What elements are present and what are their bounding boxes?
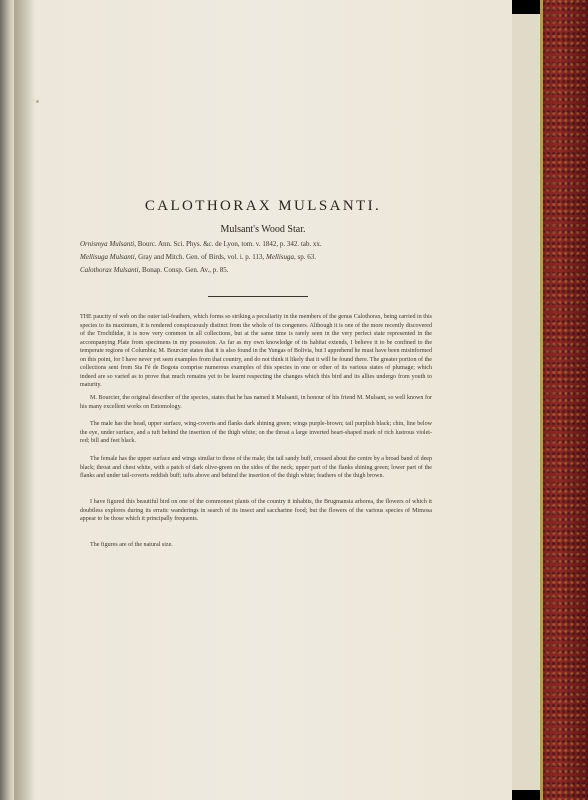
synonym-name: Calothorax Mulsanti, <box>80 266 141 274</box>
body-paragraph: The figures are of the natural size. <box>90 542 173 548</box>
synonym-line <box>80 253 480 261</box>
cover-gilt-edge <box>540 0 543 800</box>
book-cover <box>540 0 588 800</box>
synonym-reference-genus: Mellisuga, <box>266 253 296 261</box>
synonym-reference: Bourc. Ann. Sci. Phys. &c. de Lyon, tom. v. 1842, p. 342. tab. xx. <box>137 240 322 248</box>
body-paragraph: The male has the head, upper surface, wing-coverts and flanks dark shining green; wings purple-brown; tail purplish black; chin, line below the eye, under surface, and a tuft behind the insertion of the thigh white; on the throat a large inverted heart-shaped mark of rich lustrous violet-red; bill and feet black. <box>80 421 432 444</box>
book-left-edge <box>0 0 14 800</box>
synonym-reference-tail: sp. 63. <box>297 253 316 261</box>
body-paragraph: M. Bourcier, the original describer of the species, states that he has named it Mulsanti, in honour of his friend M. Mulsant, so well known for his many excellent works on Entomology. <box>80 395 432 410</box>
page-mark <box>36 100 39 103</box>
synonym-reference: Bonap. Consp. Gen. Av., p. 85. <box>142 266 229 274</box>
synonym-name: Mellisuga Mulsanti, <box>80 253 137 261</box>
page-subtitle: Mulsant's Wood Star. <box>220 224 306 235</box>
synonym-name: Ornismya Mulsanti, <box>80 240 136 248</box>
page-stack-edge <box>512 14 540 790</box>
synonym-reference: Gray and Mitch. Gen. of Birds, vol. i. p. 113, <box>138 253 265 261</box>
page-title: CALOTHORAX MULSANTI. <box>144 198 382 214</box>
body-paragraph: I have figured this beautiful bird on one of the commonest plants of the country it inhabits, the Brugmansia arborea, the flowers of which it doubtless explores during its erratic wanderings in search of its insect and saccharine food; but the flowers of the various species of Mimosa appear to be those which it principally frequents. <box>80 499 432 522</box>
synonym-line <box>80 240 480 248</box>
body-paragraph: THE paucity of web on the outer tail-feathers, which forms so striking a peculiarity in the members of the genus Calothorax, being carried in this species to its maximum, it is rendered conspicuously distinct from the whole of its congeners. Although it is one of the more recently discovered of the Trochilidæ, it is now very common in all collections, but at the same time is rarely seen in the very perfect state represented in the accompanying Plate from specimens in my possession. As far as my own knowledge of its habitat extends, I believe it to be confined to the temperate regions of Columbia; M. Bourcier states that it is also found in the Yungas of Bolivia, but I apprehend he must have been misinformed on this point, for I have never yet seen examples from that country, and do not think it likely that it will be found there. The greater portion of the collections sent from Sta Fé de Bogota comprise numerous examples of this species in one or other of its various states of plumage; which indeed are so varied as to prove that much remains yet to be learnt respecting the changes which this bird and its allies undergo from youth to maturity. <box>80 314 432 388</box>
body-paragraph: The female has the upper surface and wings similar to those of the male; the tail sandy buff, crossed about the centre by a broad band of deep black; throat and chest white, with a patch of dark olive-green on the sides of the neck; upper part of the flanks shining green; lower part of the flanks and under tail-coverts reddish buff; tufts above and behind the insertion of the thigh white; feathers of the thigh brown. <box>80 456 432 479</box>
synonym-line <box>80 266 480 274</box>
section-rule <box>208 296 308 297</box>
gutter-shadow <box>14 0 36 800</box>
